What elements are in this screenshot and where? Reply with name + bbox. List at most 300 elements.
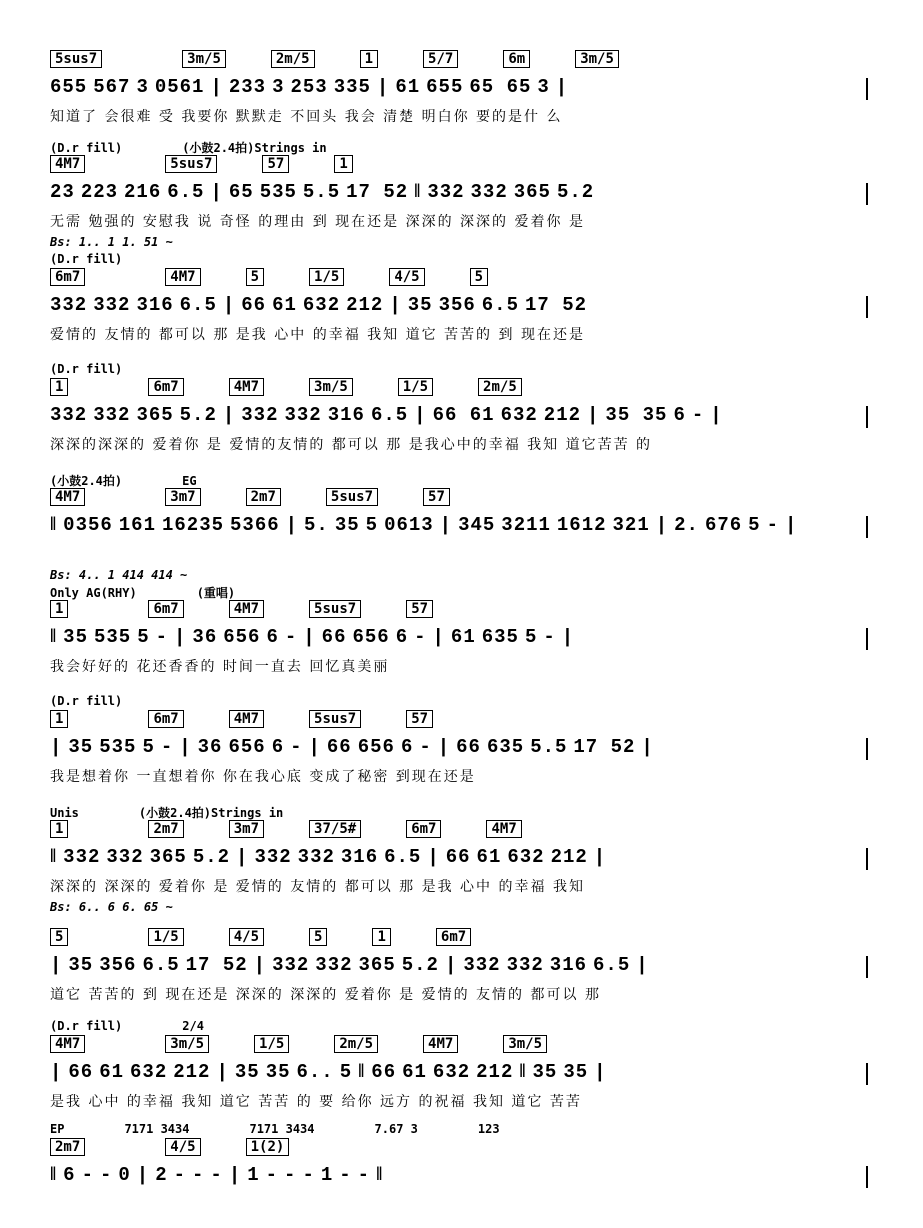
notes-row (50, 1164, 873, 1186)
note-group: 35 (68, 954, 94, 976)
note-group: 3211 (501, 514, 551, 536)
note-group: 345 (458, 514, 496, 536)
note-group: 332 (284, 404, 322, 426)
note-group: 332 (470, 181, 508, 203)
notes-row (50, 954, 873, 976)
note-group: - (155, 626, 169, 648)
note-group: 332 (272, 954, 310, 976)
barline: ‖ (50, 1164, 58, 1186)
bass-line-row: Bs: 6.. 6 6. 65 ~ (50, 900, 173, 914)
note-group: 6 (673, 404, 686, 426)
barline: | (216, 1061, 229, 1083)
barline: | (222, 404, 236, 426)
note-group: 61 (476, 846, 502, 868)
notes-row (50, 514, 873, 536)
note-group: 61 (272, 294, 297, 316)
chord-symbol: 3m/5 (182, 50, 226, 68)
chord-symbol: 57 (406, 600, 433, 618)
chord-symbol: 5 (309, 928, 327, 946)
note-group: 332 (50, 294, 88, 316)
chord-row (50, 1035, 873, 1053)
barline: | (253, 954, 267, 976)
note-group: 161 (118, 514, 156, 536)
note-group: 6 (271, 736, 285, 758)
annotation-row (50, 1122, 873, 1136)
chord-row (50, 155, 873, 173)
chord-symbol: 4M7 (423, 1035, 458, 1053)
note-group: 332 (427, 181, 465, 203)
note-group: 6 (395, 626, 409, 648)
chord-symbol: 4M7 (50, 1035, 85, 1053)
barline: | (376, 76, 390, 98)
barline: | (50, 736, 63, 758)
chord-symbol: 57 (262, 155, 289, 173)
chord-symbol: 57 (423, 488, 450, 506)
note-group: 212 (476, 1061, 514, 1083)
chord-symbol: 6m7 (148, 600, 183, 618)
system-end-barline (866, 848, 868, 870)
barline: | (655, 514, 669, 536)
annotation-row (50, 1019, 873, 1033)
note-group: 0 (118, 1164, 131, 1186)
barline: | (222, 294, 236, 316)
chord-symbol: 6m7 (436, 928, 471, 946)
system-end-barline (866, 183, 868, 205)
chord-symbol: 4/5 (229, 928, 264, 946)
lyrics-row: 深深的 深深的 爱着你 是 爱情的 友情的 都可以 那 是我 心中 的幸福 我知 (50, 879, 585, 895)
note-group: 6.5 (384, 846, 422, 868)
chord-symbol: 5sus7 (50, 50, 102, 68)
chord-row (50, 488, 873, 506)
note-group: 535 (93, 626, 132, 648)
barline: ‖ (50, 626, 58, 648)
performance-annotation: 7.67 3 (374, 1122, 418, 1136)
note-group: 632 (507, 846, 545, 868)
note-group: 1 (320, 1164, 334, 1186)
chord-symbol: 2m/5 (271, 50, 315, 68)
note-group: - (210, 1164, 223, 1186)
score-system (0, 40, 923, 140)
note-group: 212 (346, 294, 384, 316)
note-group: 61 (450, 626, 476, 648)
note-group: - (290, 736, 303, 758)
chord-symbol: 1/5 (254, 1035, 289, 1053)
barline: | (210, 181, 223, 203)
performance-annotation: (D.r fill) (50, 694, 123, 708)
barline: | (439, 514, 453, 536)
note-group: 332 (50, 404, 88, 426)
note-group: - (691, 404, 705, 426)
note-group: 656 (228, 736, 266, 758)
note-group: 6 (266, 626, 279, 648)
note-group: - (302, 1164, 315, 1186)
note-group: 316 (136, 294, 174, 316)
chord-row (50, 928, 873, 946)
chord-symbol: 2m7 (50, 1138, 85, 1156)
note-group: 66 (445, 846, 471, 868)
chord-row (50, 600, 873, 618)
barline: | (641, 736, 654, 758)
note-group: 316 (549, 954, 588, 976)
note-group: 2 (155, 1164, 168, 1186)
note-group: 5 (524, 626, 538, 648)
chord-row (50, 710, 873, 728)
score-system (0, 918, 923, 1018)
annotation-row (50, 584, 873, 601)
chord-symbol: 57 (406, 710, 433, 728)
chord-symbol: 4/5 (389, 268, 424, 286)
barline: | (594, 1061, 607, 1083)
note-group: 332 (241, 404, 279, 426)
notes-row (50, 294, 873, 316)
barline: | (555, 76, 569, 98)
chord-symbol: 6m7 (406, 820, 441, 838)
barline: | (285, 514, 299, 536)
lyrics-row: 知道了 会很难 受 我要你 默默走 不回头 我会 清楚 明白你 要的是什 么 (50, 109, 563, 125)
performance-annotation: 7171 3434 (249, 1122, 315, 1136)
note-group: 635 (481, 626, 519, 648)
note-group: 36 (192, 626, 218, 648)
note-group: 365 (136, 404, 174, 426)
note-group: 216 (124, 181, 162, 203)
note-group: 6 (63, 1164, 76, 1186)
system-end-barline (866, 738, 868, 760)
score-system (0, 1122, 923, 1228)
note-group: 632 (302, 294, 341, 316)
performance-annotation: EG (182, 474, 197, 488)
notes-row (50, 736, 873, 758)
note-group: 6.. (296, 1061, 334, 1083)
system-end-barline (866, 78, 868, 100)
note-group: 3 (537, 76, 550, 98)
barline: | (236, 846, 249, 868)
note-group: 316 (340, 846, 379, 868)
annotation-row (50, 252, 873, 266)
system-end-barline (866, 1166, 868, 1188)
note-group: 223 (80, 181, 119, 203)
score-system (0, 474, 923, 582)
barline: | (561, 626, 575, 648)
note-group: 61 (402, 1061, 427, 1083)
chord-symbol: 3m7 (229, 820, 264, 838)
barline: ‖ (358, 1061, 366, 1083)
note-group: 5366 (230, 514, 280, 536)
chord-row (50, 820, 873, 838)
note-group: 61 (395, 76, 421, 98)
chord-symbol: 1/5 (148, 928, 183, 946)
chord-symbol: 3m/5 (309, 378, 353, 396)
note-group: 35 (407, 294, 433, 316)
chord-symbol: 5sus7 (326, 488, 378, 506)
performance-annotation: (D.r fill) (50, 141, 123, 155)
barline: ‖ (50, 514, 58, 536)
performance-annotation: (重唱) (196, 586, 236, 600)
note-group: - (284, 1164, 297, 1186)
bass-line-row: Bs: 1.. 1 1. 51 ~ (50, 235, 173, 249)
barline: | (432, 626, 445, 648)
note-group: 66 (321, 626, 347, 648)
barline: | (587, 404, 600, 426)
note-group: 632 (130, 1061, 168, 1083)
performance-annotation: (小鼓2.4拍)Strings in (182, 141, 327, 155)
note-group: 1612 (556, 514, 607, 536)
barline: ‖ (414, 181, 422, 203)
chord-symbol: 1 (50, 600, 68, 618)
system-end-barline (866, 406, 868, 428)
notes-row (50, 76, 873, 98)
chord-symbol: 4M7 (229, 378, 264, 396)
note-group: 35 (532, 1061, 558, 1083)
note-group: - (357, 1164, 371, 1186)
annotation-row (50, 694, 873, 708)
note-group: 5.2 (401, 954, 439, 976)
chord-symbol: 6m7 (50, 268, 85, 286)
note-group: 365 (358, 954, 396, 976)
note-group: - (419, 736, 432, 758)
system-end-barline (866, 516, 868, 538)
notes-row (50, 626, 873, 648)
note-group: 5 (339, 1061, 353, 1083)
chord-symbol: 1/5 (398, 378, 433, 396)
note-group: 5.2 (179, 404, 217, 426)
chord-row (50, 50, 873, 68)
note-group: 17 52 (573, 736, 636, 758)
note-group: - (173, 1164, 187, 1186)
note-group: - (543, 626, 556, 648)
barline: | (437, 736, 451, 758)
bass-line-row: Bs: 4.. 1 414 414 ~ (50, 568, 188, 582)
note-group: - (339, 1164, 352, 1186)
chord-symbol: 3m/5 (575, 50, 619, 68)
barline: ‖ (376, 1164, 384, 1186)
lyrics-row: 我会好好的 花还香香的 时间一直去 回忆真美丽 (50, 659, 390, 675)
barline: | (389, 294, 402, 316)
note-group: 66 (241, 294, 267, 316)
performance-annotation: 2/4 (182, 1019, 204, 1033)
note-group: 35 (563, 1061, 589, 1083)
performance-annotation: (D.r fill) (50, 1019, 123, 1033)
lyrics-row: 是我 心中 的幸福 我知 道它 苦苦 的 要 给你 远方 的祝福 我知 道它 苦苦 (50, 1094, 582, 1110)
note-group: 1 (247, 1164, 260, 1186)
barline: | (444, 954, 458, 976)
chord-symbol: 4M7 (165, 268, 200, 286)
barline: | (784, 514, 798, 536)
note-group: 6.5 (142, 954, 180, 976)
chord-symbol: 1(2) (246, 1138, 290, 1156)
note-group: 35 (265, 1061, 291, 1083)
note-group: - (192, 1164, 205, 1186)
note-group: 676 (704, 514, 743, 536)
note-group: 61 (99, 1061, 125, 1083)
lyrics-row: 爱情的 友情的 都可以 那 是我 心中 的幸福 我知 道它 苦苦的 到 现在还是 (50, 327, 585, 343)
chord-symbol: 5 (246, 268, 264, 286)
note-group: 332 (297, 846, 335, 868)
note-group: 332 (254, 846, 292, 868)
note-group: - (160, 736, 174, 758)
note-group: 66 61 (432, 404, 495, 426)
chord-symbol: 37/5# (309, 820, 361, 838)
note-group: 65 65 (469, 76, 532, 98)
note-group: 35 (234, 1061, 260, 1083)
note-group: 66 (456, 736, 481, 758)
notes-row (50, 404, 873, 426)
lyrics-row: 道它 苦苦的 到 现在还是 深深的 深深的 爱着你 是 爱情的 友情的 都可以 那 (50, 987, 601, 1003)
chord-row (50, 1138, 873, 1156)
note-group: 332 (506, 954, 544, 976)
system-end-barline (866, 628, 868, 650)
chord-symbol: 5/7 (423, 50, 458, 68)
lyrics-row: 无需 勉强的 安慰我 说 奇怪 的理由 到 现在还是 深深的 深深的 爱着你 是 (50, 214, 585, 230)
note-group: 6.5 (481, 294, 519, 316)
chord-symbol: 4M7 (486, 820, 521, 838)
performance-annotation: 7171 3434 (124, 1122, 190, 1136)
system-end-barline (866, 1063, 868, 1085)
chord-symbol: 1 (50, 820, 68, 838)
chord-symbol: 1 (372, 928, 390, 946)
note-group: 316 (327, 404, 365, 426)
chord-symbol: 6m7 (148, 710, 183, 728)
notes-row (50, 846, 873, 868)
note-group: 567 (93, 76, 131, 98)
note-group: 635 (486, 736, 525, 758)
chord-symbol: 4M7 (229, 600, 264, 618)
chord-symbol: 1 (334, 155, 352, 173)
note-group: 535 (259, 181, 297, 203)
note-group: 321 (612, 514, 650, 536)
note-group: 3 (136, 76, 149, 98)
note-group: 632 (432, 1061, 471, 1083)
score-system (0, 1019, 923, 1125)
barline: | (710, 404, 723, 426)
chord-row (50, 378, 873, 396)
note-group: 332 (463, 954, 501, 976)
score-system (0, 362, 923, 468)
chord-symbol: 4/5 (165, 1138, 200, 1156)
chord-symbol: 5sus7 (165, 155, 217, 173)
note-group: 5 (137, 626, 150, 648)
note-group: 6.5 (167, 181, 205, 203)
barline: | (593, 846, 607, 868)
note-group: 17 52 (346, 181, 409, 203)
note-group: 5.2 (556, 181, 595, 203)
barline: | (414, 404, 427, 426)
note-group: 356 (438, 294, 476, 316)
chord-symbol: 1 (50, 710, 68, 728)
note-group: - (414, 626, 427, 648)
barline: ‖ (50, 846, 58, 868)
chord-symbol: 2m/5 (478, 378, 522, 396)
score-system (0, 141, 923, 249)
note-group: 17 52 (525, 294, 588, 316)
note-group: 356 (99, 954, 137, 976)
note-group: 212 (550, 846, 588, 868)
performance-annotation: (小鼓2.4拍) (50, 474, 123, 488)
chord-symbol: 2m/5 (334, 1035, 378, 1053)
note-group: 365 (513, 181, 551, 203)
note-group: 35 35 (605, 404, 668, 426)
score-system (0, 252, 923, 358)
annotation-row (50, 362, 873, 376)
note-group: 655 (426, 76, 464, 98)
note-group: 212 (173, 1061, 211, 1083)
performance-annotation: 123 (477, 1122, 500, 1136)
notes-row (50, 1061, 873, 1083)
note-group: 5 (142, 736, 155, 758)
chord-symbol: 4M7 (50, 488, 85, 506)
note-group: 2. (674, 514, 699, 536)
barline: | (136, 1164, 150, 1186)
barline: | (210, 76, 223, 98)
barline: | (50, 954, 63, 976)
barline: | (228, 1164, 242, 1186)
chord-symbol: 2m7 (246, 488, 281, 506)
chord-symbol: 2m7 (148, 820, 183, 838)
note-group: 632 (500, 404, 538, 426)
note-group: 35 (63, 626, 88, 648)
note-group: - (265, 1164, 279, 1186)
barline: | (303, 626, 316, 648)
note-group: 6.5 (593, 954, 631, 976)
note-group: 6.5 (370, 404, 409, 426)
performance-annotation: (D.r fill) (50, 252, 123, 266)
note-group: 36 (197, 736, 223, 758)
chord-symbol: 1 (360, 50, 378, 68)
note-group: 5.5 (530, 736, 568, 758)
note-group: 5 (365, 514, 379, 536)
chord-row (50, 268, 873, 286)
annotation-row (50, 804, 873, 821)
notes-row (50, 181, 873, 203)
barline: | (174, 626, 187, 648)
performance-annotation: (D.r fill) (50, 362, 123, 376)
note-group: 0613 (384, 514, 434, 536)
score-system (0, 586, 923, 690)
note-group: 332 (93, 294, 131, 316)
barline: ‖ (519, 1061, 527, 1083)
system-end-barline (866, 296, 868, 318)
annotation-row (50, 472, 873, 489)
note-group: - (766, 514, 779, 536)
note-group: - (81, 1164, 94, 1186)
system-end-barline (866, 956, 868, 978)
chord-symbol: 1 (50, 378, 68, 396)
chord-symbol: 4M7 (229, 710, 264, 728)
note-group: 66 (68, 1061, 94, 1083)
chord-symbol: 3m/5 (165, 1035, 209, 1053)
chord-symbol: 5 (470, 268, 488, 286)
note-group: 335 (333, 76, 371, 98)
note-group: 3 (272, 76, 285, 98)
note-group: 35 (68, 736, 94, 758)
note-group: - (284, 626, 298, 648)
barline: | (179, 736, 192, 758)
chord-symbol: 5sus7 (309, 710, 361, 728)
barline: | (636, 954, 649, 976)
barline: | (50, 1061, 63, 1083)
chord-symbol: 6m7 (148, 378, 183, 396)
chord-symbol: 6m (503, 50, 530, 68)
note-group: 656 (223, 626, 261, 648)
chord-symbol: 3m/5 (503, 1035, 547, 1053)
barline: | (427, 846, 440, 868)
note-group: 656 (357, 736, 395, 758)
note-group: 6 (400, 736, 414, 758)
note-group: 66 (326, 736, 352, 758)
lyrics-row: 深深的深深的 爱着你 是 爱情的友情的 都可以 那 是我心中的幸福 我知 道它苦苦 的 (50, 437, 653, 453)
note-group: 16235 (162, 514, 225, 536)
note-group: 35 (334, 514, 360, 536)
score-system (0, 806, 923, 914)
